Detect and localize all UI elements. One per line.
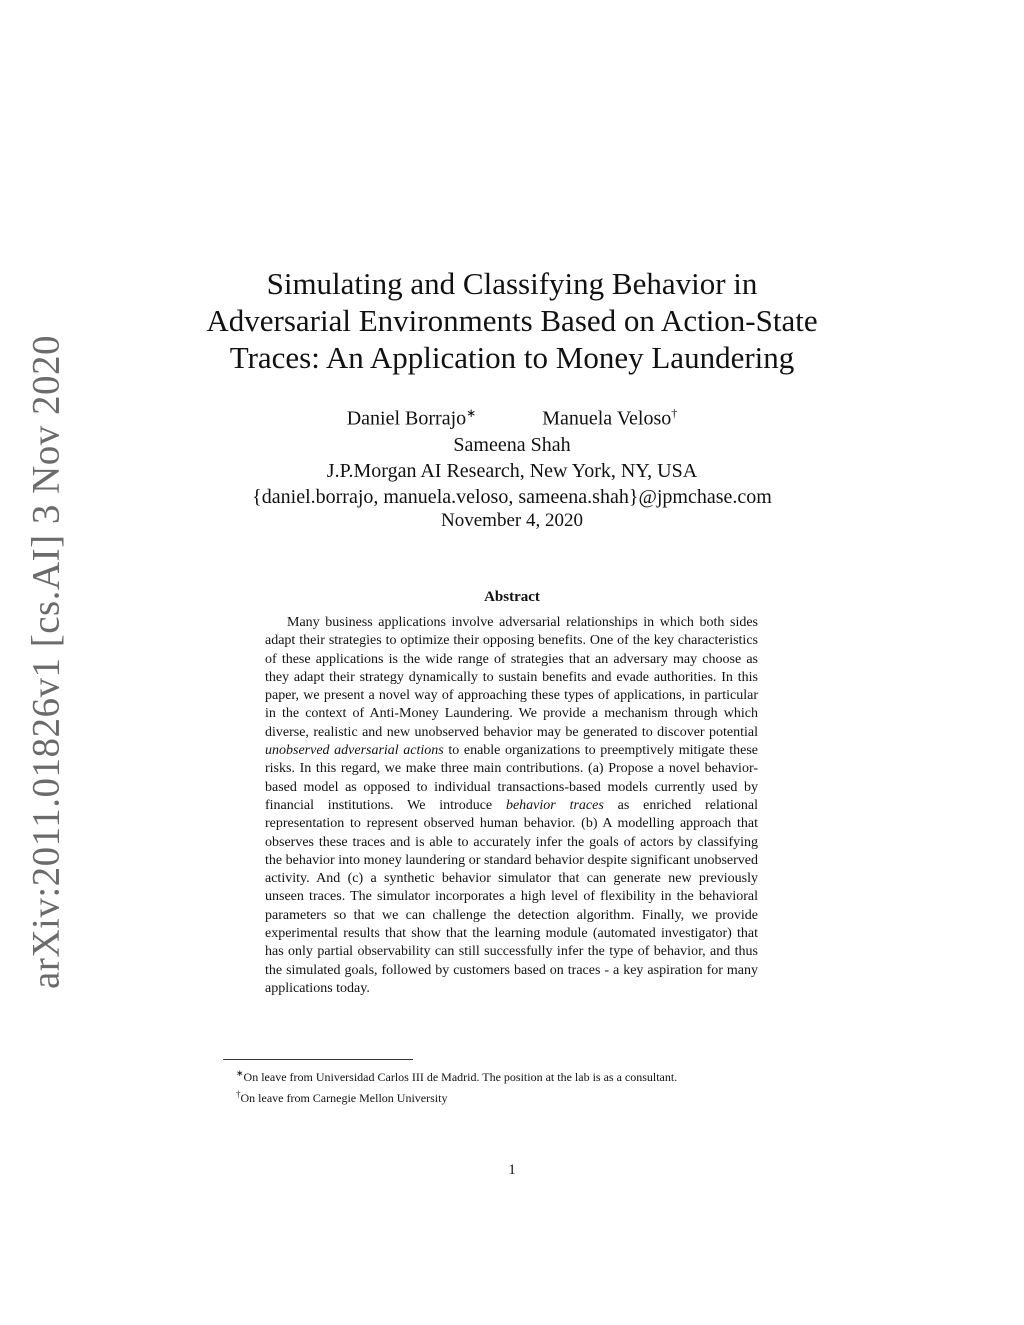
footnote-1 bbox=[236, 1065, 816, 1086]
author-shah: Sameena Shah bbox=[453, 433, 571, 456]
author-veloso: Manuela Veloso bbox=[542, 407, 672, 430]
paper-title bbox=[180, 265, 844, 376]
affiliation: J.P.Morgan AI Research, New York, NY, USA bbox=[326, 459, 698, 482]
author-borrajo: Daniel Borrajo bbox=[346, 407, 467, 430]
title-line: Adversarial Environments Based on Action-State bbox=[206, 303, 818, 338]
abstract-text: Many business applications involve adversarial relationships in which both sides adapt their strategies to optimize their opposing benefits. One of the key characteristics of these applications is the wide range of strategies that an adversary may choose as they adapt their strategy dynamically to sustain benefits and evade authorities. In this paper, we present a novel way of approaching these types of applications, in particular in the context of Anti-Money Laundering. We provide a mechanism through which diverse, realistic and new unobserved behavior may be generated to discover potential bbox=[265, 615, 758, 740]
abstract-text: as enriched relational representation to represent observed human behavior. (b) A modelling approach that observes these traces and is able to accurately infer the goals of actors by classifying the behavior into money laundering or standard behavior despite significant unobserved activity. And (c) a synthetic behavior simulator that can generate new previously unseen traces. The simulator incorporates a high level of flexibility in the behavioral parameters so that we can challenge the detection algorithm. Finally, we provide experimental results that show that the learning module (automated investigator) that has only partial observability can still successfully infer the type of behavior, and thus the simulated goals, followed by customers based on traces - a key aspiration for many applications today. bbox=[265, 797, 758, 996]
title-line: Simulating and Classifying Behavior in bbox=[266, 266, 758, 301]
author-emails: {daniel.borrajo, manuela.veloso, sameena.shah}@jpmchase.com bbox=[252, 485, 772, 508]
abstract-body bbox=[265, 614, 758, 998]
author-block bbox=[150, 400, 874, 510]
footnote-divider bbox=[223, 1059, 413, 1060]
paper-date: November 4, 2020 bbox=[441, 510, 583, 531]
footnote-marker: ∗ bbox=[466, 406, 477, 420]
page-number: 1 bbox=[508, 1162, 516, 1178]
abstract-text: to enable organizations to preemptively mitigate these risks. In this regard, we make three main contributions. (a) Propose a novel behavior-based model as opposed to individual transactions-based models currently used by financial institutions. We introduce bbox=[265, 743, 758, 813]
footnote-marker: ∗ bbox=[236, 1068, 244, 1078]
footnote-text: On leave from Universidad Carlos III de Madrid. The position at the lab is as a consultant. bbox=[243, 1070, 678, 1084]
abstract-heading: Abstract bbox=[484, 589, 540, 605]
author-name bbox=[542, 400, 677, 432]
footnote-2 bbox=[236, 1086, 816, 1107]
author-row bbox=[150, 400, 874, 432]
abstract-emphasis: unobserved adversarial actions bbox=[265, 743, 444, 759]
author-name bbox=[347, 400, 476, 432]
footnotes bbox=[236, 1065, 816, 1106]
arxiv-identifier-stamp: arXiv:2011.01826v1 [cs.AI] 3 Nov 2020 bbox=[24, 335, 68, 989]
abstract-emphasis: behavior traces bbox=[505, 797, 604, 813]
footnote-marker: † bbox=[236, 1088, 241, 1099]
title-line: Traces: An Application to Money Laundering bbox=[229, 340, 795, 375]
footnote-marker: † bbox=[671, 406, 678, 420]
footnote-text: On leave from Carnegie Mellon University bbox=[240, 1090, 448, 1105]
